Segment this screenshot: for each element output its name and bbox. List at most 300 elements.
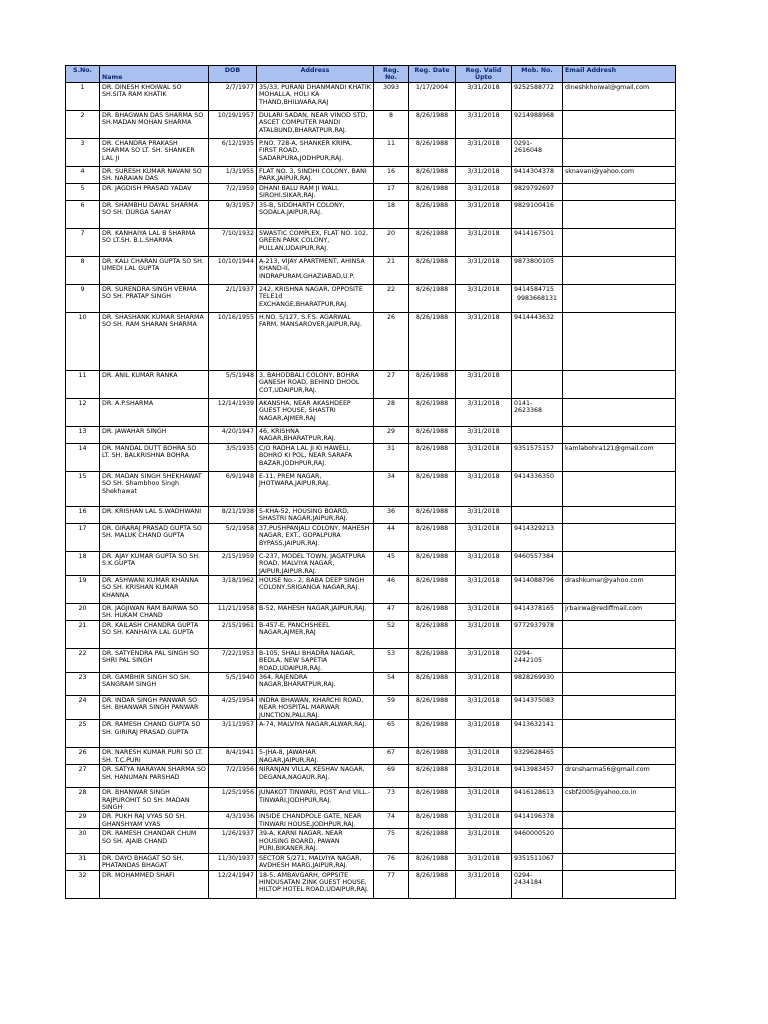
- address-cell-text: INSIDE CHANDPOLE GATE, NEAR TINWARI HOUSE,JODHPUR,RAJ.: [259, 813, 362, 828]
- dob-cell: [209, 523, 257, 551]
- sno-cell: [66, 256, 100, 284]
- reg-no-cell-text: 18: [386, 201, 395, 209]
- address-cell-text: C/O RADHA LAL JI KI HAWELI, BOHRO KI POL, NEAR SARAFA BAZAR,JODHPUR,RAJ.: [259, 444, 353, 467]
- reg-valid-cell: [456, 228, 512, 256]
- name-cell: [100, 256, 209, 284]
- email-cell: [563, 870, 676, 898]
- address-cell-text: E-11, PREM NAGAR, JHOTWARA,JAIPUR,RAJ.: [259, 472, 330, 488]
- reg-valid-cell: [456, 576, 512, 604]
- dob-cell-text: 4/20/1947: [221, 427, 254, 435]
- name-cell: [100, 696, 209, 720]
- col-header-reg-valid: Reg. Valid Upto: [456, 66, 512, 83]
- reg-date-cell-text: 8/26/1988: [415, 229, 449, 237]
- reg-date-cell: [409, 471, 456, 506]
- sno-cell: [66, 620, 100, 648]
- email-cell: [563, 166, 676, 183]
- email-cell: [563, 471, 676, 506]
- reg-valid-cell-text: 3/31/2018: [467, 229, 500, 237]
- reg-date-cell: [409, 443, 456, 471]
- dob-cell: [209, 200, 257, 228]
- dob-cell: [209, 110, 257, 138]
- registration-sheet: [65, 65, 675, 899]
- mob-cell: [512, 256, 563, 284]
- reg-date-cell-text: 8/26/1988: [415, 830, 449, 838]
- email-cell: [563, 443, 676, 471]
- dob-cell-text: 11/30/1937: [217, 854, 254, 862]
- table-row: [66, 829, 676, 853]
- sno-cell: [66, 82, 100, 110]
- name-cell: [100, 523, 209, 551]
- reg-date-cell-text: 8/26/1988: [415, 552, 449, 560]
- dob-cell: [209, 696, 257, 720]
- dob-cell-text: 9/3/1957: [225, 201, 254, 209]
- address-cell: [257, 673, 374, 696]
- mob-cell: [512, 648, 563, 672]
- dob-cell: [209, 720, 257, 748]
- sno-cell-text: 31: [78, 854, 87, 862]
- sno-cell: [66, 720, 100, 748]
- reg-date-cell: [409, 228, 456, 256]
- reg-date-cell-text: 8/26/1988: [415, 577, 449, 585]
- sno-cell-text: 2: [80, 111, 85, 119]
- reg-valid-cell-text: 3/31/2018: [467, 427, 500, 435]
- name-cell-text: DR. MADAN SINGH SHEKHAWAT SO SH. Shambhoo Singh Shekhawat: [102, 472, 202, 495]
- sno-cell: [66, 551, 100, 575]
- mob-cell: [512, 604, 563, 621]
- dob-cell: [209, 398, 257, 426]
- reg-date-cell: [409, 696, 456, 720]
- sno-cell-text: 6: [80, 201, 85, 209]
- mob-cell-text: 9873800105: [514, 257, 555, 265]
- table-row: [66, 720, 676, 748]
- reg-valid-cell-text: 3/31/2018: [467, 813, 500, 821]
- reg-no-cell: [374, 576, 409, 604]
- reg-date-cell-text: 8/26/1988: [415, 371, 449, 379]
- dob-cell: [209, 576, 257, 604]
- reg-date-cell: [409, 370, 456, 398]
- address-cell: [257, 765, 374, 788]
- registration-table: [65, 65, 676, 899]
- reg-date-cell-text: 8/26/1988: [415, 285, 449, 293]
- reg-date-cell-text: 8/26/1988: [415, 697, 449, 705]
- address-cell-text: 37,PUSHPANJALI COLONY, MAHESH NAGAR, EXT., GOPALPURA BYPASS,JAIPUR,RAJ.: [259, 524, 370, 547]
- name-cell-text: DR. GAMBHIR SINGH SO SH. SANGRAM SINGH: [102, 674, 191, 689]
- reg-valid-cell: [456, 370, 512, 398]
- email-cell-text: csbf2005@yahoo.co.in: [565, 789, 637, 797]
- email-cell: [563, 551, 676, 575]
- reg-no-cell-text: 36: [386, 507, 395, 515]
- dob-cell-text: 3/5/1935: [225, 444, 254, 452]
- name-cell-text: DR. PUKH RAJ VYAS SO SH. GHANSHYAM VYAS: [102, 813, 187, 828]
- sno-cell-text: 13: [78, 427, 87, 435]
- name-cell-text: DR. SURESH KUMAR NAVANI SO SH. NARAIAN DAS: [102, 167, 202, 183]
- table-row: [66, 370, 676, 398]
- reg-no-cell: [374, 870, 409, 898]
- mob-cell: [512, 228, 563, 256]
- dob-cell: [209, 183, 257, 200]
- dob-cell-text: 1/26/1937: [221, 830, 254, 838]
- name-cell-text: DR. SATYA NARAYAN SHARMA SO SH. HANUMAN PARSHAD: [102, 766, 206, 781]
- reg-valid-cell-text: 3/31/2018: [467, 721, 500, 729]
- name-cell: [100, 284, 209, 312]
- reg-no-cell-text: 53: [386, 649, 395, 657]
- reg-valid-cell: [456, 471, 512, 506]
- reg-valid-cell-text: 3/31/2018: [467, 444, 500, 452]
- reg-date-cell-text: 8/26/1988: [415, 674, 449, 682]
- name-cell-text: DR. JAGDISH PRASAD YADAV: [102, 184, 192, 192]
- address-cell-text: 5-JHA-8, JAWAHAR NAGAR,JAIPUR,RAJ.: [259, 749, 319, 764]
- reg-no-cell: [374, 200, 409, 228]
- reg-no-cell: [374, 551, 409, 575]
- address-cell: [257, 166, 374, 183]
- mob-cell-text: 9416128613: [514, 789, 555, 797]
- reg-date-cell-text: 8/26/1988: [415, 871, 449, 879]
- reg-no-cell: [374, 284, 409, 312]
- sno-cell-text: 29: [78, 813, 87, 821]
- mob-cell: [512, 870, 563, 898]
- name-cell: [100, 853, 209, 870]
- reg-no-cell: [374, 228, 409, 256]
- sno-cell: [66, 443, 100, 471]
- reg-no-cell-text: 45: [386, 552, 395, 560]
- reg-date-cell-text: 8/26/1988: [415, 605, 449, 613]
- sno-cell-text: 32: [78, 871, 87, 879]
- reg-date-cell: [409, 82, 456, 110]
- reg-date-cell: [409, 138, 456, 166]
- address-cell-text: DHANI BALU RAM JI WALI, SIROHI,SIKAR,RAJ.: [259, 184, 340, 200]
- reg-no-cell-text: 29: [386, 427, 395, 435]
- name-cell-text: DR. SHASHANK KUMAR SHARMA SO SH. RAM SHARAN SHARMA: [102, 313, 204, 329]
- address-cell-text: 39-A, KARNI NAGAR, NEAR HOUSING BOARD, PAWAN PURI,BIKANER,RAJ.: [259, 830, 343, 853]
- address-cell: [257, 576, 374, 604]
- table-row: [66, 471, 676, 506]
- name-cell: [100, 398, 209, 426]
- email-cell: [563, 228, 676, 256]
- name-cell-text: DR. A.P.SHARMA: [102, 399, 154, 407]
- reg-no-cell-text: 26: [386, 313, 395, 321]
- table-row: [66, 200, 676, 228]
- dob-cell-text: 4/25/1954: [221, 697, 254, 705]
- reg-no-cell: [374, 138, 409, 166]
- mob-cell-text: 9414088796: [514, 577, 555, 585]
- name-cell-text: DR. DAYO BHAGAT SO SH. PHATANDAS BHAGAT: [102, 854, 184, 869]
- sno-cell-text: 26: [78, 749, 87, 757]
- reg-date-cell-text: 8/26/1988: [415, 257, 449, 265]
- dob-cell: [209, 228, 257, 256]
- reg-valid-cell: [456, 812, 512, 829]
- sno-cell-text: 20: [78, 605, 87, 613]
- table-row: [66, 82, 676, 110]
- sno-cell-text: 28: [78, 789, 87, 797]
- reg-date-cell-text: 8/26/1988: [415, 167, 449, 175]
- mob-cell: [512, 765, 563, 788]
- mob-cell-text: 0294-2442105: [514, 649, 543, 665]
- address-cell-text: 18-5, AMBAVGARH, OPPSITE HINDUSATAN ZINK GUEST HOUSE, HILTOP HOTEL ROAD,UDAIPUR,RAJ.: [259, 871, 369, 894]
- sno-cell: [66, 166, 100, 183]
- table-row: [66, 788, 676, 812]
- reg-valid-cell: [456, 765, 512, 788]
- reg-valid-cell: [456, 720, 512, 748]
- mob-cell: [512, 788, 563, 812]
- reg-valid-cell-text: 3/31/2018: [467, 257, 500, 265]
- reg-valid-cell: [456, 620, 512, 648]
- reg-date-cell: [409, 812, 456, 829]
- reg-valid-cell: [456, 604, 512, 621]
- name-cell: [100, 183, 209, 200]
- reg-valid-cell-text: 3/31/2018: [467, 621, 500, 629]
- address-cell-text: 35-B, SIDDHARTH COLONY, SODALA,JAIPUR,RAJ.: [259, 201, 345, 217]
- sno-cell: [66, 183, 100, 200]
- col-header-reg-no: Reg. No.: [374, 66, 409, 83]
- sno-cell: [66, 604, 100, 621]
- dob-cell: [209, 870, 257, 898]
- dob-cell-text: 2/7/1977: [225, 83, 254, 91]
- reg-valid-cell-text: 3/31/2018: [467, 167, 500, 175]
- reg-date-cell-text: 8/26/1988: [415, 313, 449, 321]
- name-cell: [100, 829, 209, 853]
- sno-cell-text: 11: [78, 371, 87, 379]
- mob-cell: [512, 183, 563, 200]
- name-cell: [100, 604, 209, 621]
- table-row: [66, 312, 676, 370]
- header-row: [66, 66, 676, 83]
- address-cell: [257, 471, 374, 506]
- mob-cell: [512, 443, 563, 471]
- address-cell-text: INDRA BHAWAN, KHARCHI ROAD, NEAR HOSPITAL MARWAR JUNCTION,PALI,RAJ.: [259, 697, 364, 719]
- reg-no-cell-text: 76: [386, 854, 395, 862]
- email-cell: [563, 720, 676, 748]
- sno-cell: [66, 506, 100, 523]
- email-cell: [563, 312, 676, 370]
- reg-no-cell: [374, 183, 409, 200]
- reg-valid-cell: [456, 870, 512, 898]
- mob-cell-text: 9351575157: [514, 444, 555, 452]
- dob-cell-text: 11/21/1958: [217, 605, 254, 613]
- dob-cell: [209, 471, 257, 506]
- reg-valid-cell: [456, 426, 512, 443]
- sno-cell: [66, 576, 100, 604]
- name-cell-text: DR. SHAMBHU DAYAL SHARMA SO SH. DURGA SAHAY: [102, 201, 199, 217]
- mob-cell: [512, 523, 563, 551]
- reg-no-cell: [374, 110, 409, 138]
- address-cell-text: A-74, MALVIYA NAGAR,ALWAR,RAJ.: [259, 721, 367, 729]
- mob-cell: [512, 370, 563, 398]
- sno-cell-text: 25: [78, 721, 87, 729]
- reg-date-cell: [409, 284, 456, 312]
- reg-valid-cell: [456, 312, 512, 370]
- name-cell-text: DR. JAGJIWAN RAM BAIRWA SO SH. HUKAM CHAND: [102, 605, 199, 620]
- sno-cell: [66, 673, 100, 696]
- sno-cell-text: 16: [78, 507, 87, 515]
- table-row: [66, 620, 676, 648]
- sno-cell: [66, 284, 100, 312]
- name-cell-text: DR. KRISHAN LAL S.WADHWANI: [102, 507, 202, 515]
- sno-cell-text: 1: [80, 83, 85, 91]
- dob-cell-text: 5/2/1958: [225, 524, 254, 532]
- mob-cell-text: 9829100416: [514, 201, 555, 209]
- sno-cell-text: 15: [78, 472, 87, 480]
- reg-date-cell: [409, 788, 456, 812]
- mob-cell: [512, 200, 563, 228]
- dob-cell: [209, 853, 257, 870]
- reg-no-cell: [374, 788, 409, 812]
- sno-cell: [66, 853, 100, 870]
- mob-cell-text: 9414443632: [514, 313, 555, 321]
- name-cell-text: DR. MANDAL DUTT BOHRA SO LT. SH. BALKRISHNA BOHRA: [102, 444, 197, 460]
- reg-valid-cell-text: 3/31/2018: [467, 83, 500, 91]
- table-row: [66, 398, 676, 426]
- address-cell: [257, 829, 374, 853]
- sno-cell: [66, 648, 100, 672]
- reg-valid-cell-text: 3/31/2018: [467, 313, 500, 321]
- sno-cell: [66, 829, 100, 853]
- dob-cell: [209, 829, 257, 853]
- dob-cell: [209, 748, 257, 765]
- name-cell-text: DR. CHANDRA PRAKASH SHARMA SO LT. SH. SHANKER LAL JI: [102, 139, 195, 162]
- address-cell: [257, 812, 374, 829]
- reg-valid-cell: [456, 256, 512, 284]
- reg-date-cell: [409, 256, 456, 284]
- sno-cell: [66, 471, 100, 506]
- sno-cell: [66, 228, 100, 256]
- dob-cell: [209, 82, 257, 110]
- reg-no-cell-text: 77: [386, 871, 395, 879]
- mob-cell: [512, 506, 563, 523]
- address-cell-text: B-457-E, PANCHSHEEL NAGAR,AJMER,RAJ: [259, 621, 330, 637]
- reg-valid-cell-text: 3/31/2018: [467, 766, 500, 774]
- table-row: [66, 604, 676, 621]
- sno-cell-text: 4: [80, 167, 85, 175]
- sno-cell-text: 9: [80, 285, 85, 293]
- mob-cell-text: 9214988968: [514, 111, 555, 119]
- reg-date-cell: [409, 853, 456, 870]
- reg-date-cell-text: 8/26/1988: [415, 813, 449, 821]
- reg-no-cell-text: 54: [386, 674, 395, 682]
- reg-date-cell-text: 8/26/1988: [415, 427, 449, 435]
- reg-date-cell-text: 8/26/1988: [415, 111, 449, 119]
- name-cell-text: DR. KAILASH CHANDRA GUPTA SO SH. KANHAIYA LAL GUPTA: [102, 621, 199, 637]
- address-cell: [257, 720, 374, 748]
- reg-no-cell: [374, 370, 409, 398]
- reg-no-cell-text: 11: [386, 139, 395, 147]
- reg-no-cell: [374, 256, 409, 284]
- mob-cell: [512, 576, 563, 604]
- dob-cell: [209, 443, 257, 471]
- reg-no-cell-text: 27: [386, 371, 395, 379]
- name-cell-text: DR. KANHAIYA LAL B SHARMA SO LT.SH. B.L.SHARMA: [102, 229, 196, 245]
- reg-valid-cell-text: 3/31/2018: [467, 371, 500, 379]
- sno-cell: [66, 696, 100, 720]
- reg-valid-cell: [456, 648, 512, 672]
- table-row: [66, 284, 676, 312]
- reg-no-cell: [374, 673, 409, 696]
- reg-valid-cell: [456, 183, 512, 200]
- table-row: [66, 696, 676, 720]
- address-cell-text: B-52, MAHESH NAGAR,JAIPUR,RAJ.: [259, 605, 367, 613]
- reg-valid-cell-text: 3/31/2018: [467, 871, 500, 879]
- dob-cell: [209, 312, 257, 370]
- reg-date-cell: [409, 312, 456, 370]
- address-cell-text: A-213, VIJAY APARTMENT, AHINSA KHAND-II, INDRAPURAM,GHAZIABAD,U.P.: [259, 257, 365, 280]
- reg-date-cell: [409, 110, 456, 138]
- name-cell: [100, 748, 209, 765]
- reg-date-cell: [409, 673, 456, 696]
- reg-no-cell: [374, 812, 409, 829]
- reg-no-cell: [374, 620, 409, 648]
- sno-cell: [66, 398, 100, 426]
- address-cell-text: HOUSE No.- 2, BABA DEEP SINGH COLONY,SRIGANGA NAGAR,RAJ.: [259, 577, 365, 592]
- table-body: [66, 82, 676, 898]
- reg-no-cell-text: 17: [386, 184, 395, 192]
- sno-cell-text: 23: [78, 674, 87, 682]
- table-row: [66, 853, 676, 870]
- name-cell-text: DR. GIRARAJ PRASAD GUPTA SO SH. MALUK CHAND GUPTA: [102, 524, 202, 540]
- dob-cell-text: 7/10/1932: [221, 229, 254, 237]
- reg-valid-cell-text: 3/31/2018: [467, 285, 500, 293]
- reg-no-cell: [374, 853, 409, 870]
- name-cell-text: DR. RAMESH CHAND GUPTA SO SH. GIRIRAJ PRASAD GUPTA: [102, 721, 201, 736]
- mob-cell-text: 9414378165: [514, 605, 555, 613]
- reg-no-cell: [374, 829, 409, 853]
- address-cell: [257, 748, 374, 765]
- mob-cell: [512, 398, 563, 426]
- mob-cell-text: 9414167501: [514, 229, 555, 237]
- address-cell: [257, 256, 374, 284]
- reg-valid-cell-text: 3/31/2018: [467, 472, 500, 480]
- address-cell: [257, 620, 374, 648]
- address-cell: [257, 426, 374, 443]
- email-cell: [563, 853, 676, 870]
- reg-valid-cell: [456, 82, 512, 110]
- address-cell-text: 3, BAHODBALI COLONY, BOHRA GANESH ROAD, BEHIND DHOOL COT,UDAIPUR,RAJ.: [259, 371, 360, 394]
- email-cell: [563, 696, 676, 720]
- sno-cell: [66, 200, 100, 228]
- reg-no-cell-text: 65: [386, 721, 395, 729]
- name-cell: [100, 870, 209, 898]
- reg-no-cell-text: 22: [386, 285, 395, 293]
- mob-cell: [512, 853, 563, 870]
- sno-cell-text: 12: [78, 399, 87, 407]
- reg-date-cell: [409, 576, 456, 604]
- email-cell: [563, 200, 676, 228]
- name-cell-text: DR. NARESH KUMAR PURI SO LT. SH. T.C.PURI: [102, 749, 204, 764]
- name-cell-text: DR. SURENDRA SINGH VERMA SO SH. PRATAP SINGH: [102, 285, 197, 301]
- name-cell: [100, 765, 209, 788]
- reg-no-cell-text: 74: [386, 813, 395, 821]
- table-row: [66, 812, 676, 829]
- mob-cell: [512, 551, 563, 575]
- address-cell-text: JUNAKOT TINWARI, POST And VILL.-TINWARI,JODHPUR,RAJ.: [259, 789, 371, 804]
- dob-cell-text: 6/12/1935: [221, 139, 254, 147]
- mob-cell-text: 9413983457: [514, 766, 555, 774]
- reg-valid-cell-text: 3/31/2018: [467, 674, 500, 682]
- table-row: [66, 110, 676, 138]
- reg-no-cell-text: 47: [386, 605, 395, 613]
- email-cell: [563, 523, 676, 551]
- reg-no-cell: [374, 748, 409, 765]
- reg-date-cell-text: 8/26/1988: [415, 472, 449, 480]
- sno-cell: [66, 426, 100, 443]
- dob-cell: [209, 620, 257, 648]
- dob-cell: [209, 648, 257, 672]
- reg-valid-cell: [456, 398, 512, 426]
- dob-cell: [209, 284, 257, 312]
- reg-valid-cell: [456, 110, 512, 138]
- reg-date-cell-text: 1/17/2004: [415, 83, 449, 91]
- reg-no-cell: [374, 398, 409, 426]
- sno-cell: [66, 312, 100, 370]
- dob-cell-text: 10/19/1957: [217, 111, 254, 119]
